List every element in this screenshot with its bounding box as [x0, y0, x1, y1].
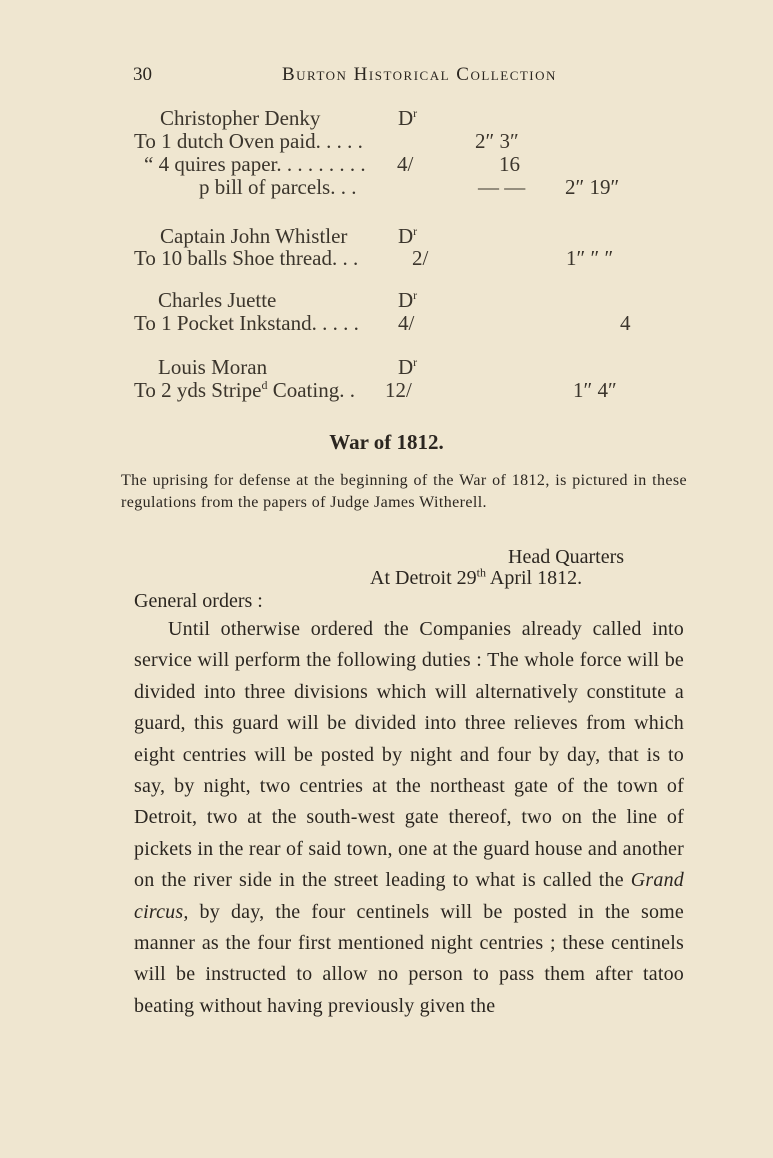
account-total: 4: [620, 311, 631, 335]
account-name: Charles Juette: [158, 288, 277, 312]
general-orders-label: General orders :: [134, 590, 263, 612]
dateline-head-quarters: Head Quarters: [508, 546, 625, 568]
section-title: War of 1812.: [329, 430, 444, 454]
account-line-item: To 10 balls Shoe thread. . .: [134, 246, 359, 270]
intro-paragraph: The uprising for defense at the beginning of the War of 1812, is pictured in these regulations from the papers of Judge James Witherell.: [121, 472, 687, 511]
page-number: 30: [133, 64, 152, 85]
italic-place-name: Grand circus,: [134, 869, 684, 923]
account-line-item: To 2 yds Stripe$^d$ Coating. .: [134, 378, 355, 402]
account-total: 1″ 4″: [573, 378, 617, 402]
account-amount: — —: [478, 175, 526, 199]
account-dr: $D^r$: [398, 288, 418, 312]
account-amount: 16: [499, 152, 520, 176]
account-name: Captain John Whistler: [160, 224, 348, 248]
account-rate: 2/: [412, 246, 429, 270]
account-rate: 4/: [398, 311, 415, 335]
orders-paragraph: Until otherwise ordered the Companies already called into service will perform the following duties : The whole force will be divided into three divisions which will alternatively constitute a guard, this guard will be divided into three relieves from which eight centries will be posted by night and four by day, that is to say, by night, two centries at the northeast gate of the town of Detroit, two at the south-west gate thereof, two on the line of pickets in the rear of said town, one at the guard house and another on the river side in the street leading to what is called the Grand circus, by day, the four centinels will be posted in the some manner as the four first mentioned night centries ; these centinels will be instructed to allow no person to pass them after tatoo beating without having previously given the: [134, 618, 684, 1017]
account-name: Louis Moran: [158, 355, 268, 379]
account-total: 2″ 19″: [565, 175, 620, 199]
dateline-date: At Detroit 29th April 1812.: [370, 565, 583, 589]
account-line-item: To 1 dutch Oven paid. . . . .: [134, 129, 363, 153]
account-line-item: To 1 Pocket Inkstand. . . . .: [134, 311, 359, 335]
account-dr: $D^r$: [398, 355, 418, 379]
running-title: Burton Historical Collection: [282, 64, 557, 85]
account-rate: 12/: [385, 378, 412, 402]
account-line-item: “ 4 quires paper. . . . . . . . .: [144, 152, 366, 176]
account-line-item: p bill of parcels. . .: [199, 175, 357, 199]
account-amount: 2″ 3″: [475, 129, 519, 153]
account-name: Christopher Denky: [160, 106, 321, 130]
account-dr: $D^r$: [398, 224, 418, 248]
account-rate: 4/: [397, 152, 414, 176]
account-total: 1″ ″ ″: [566, 246, 614, 270]
account-dr: $D^r$: [398, 106, 418, 130]
